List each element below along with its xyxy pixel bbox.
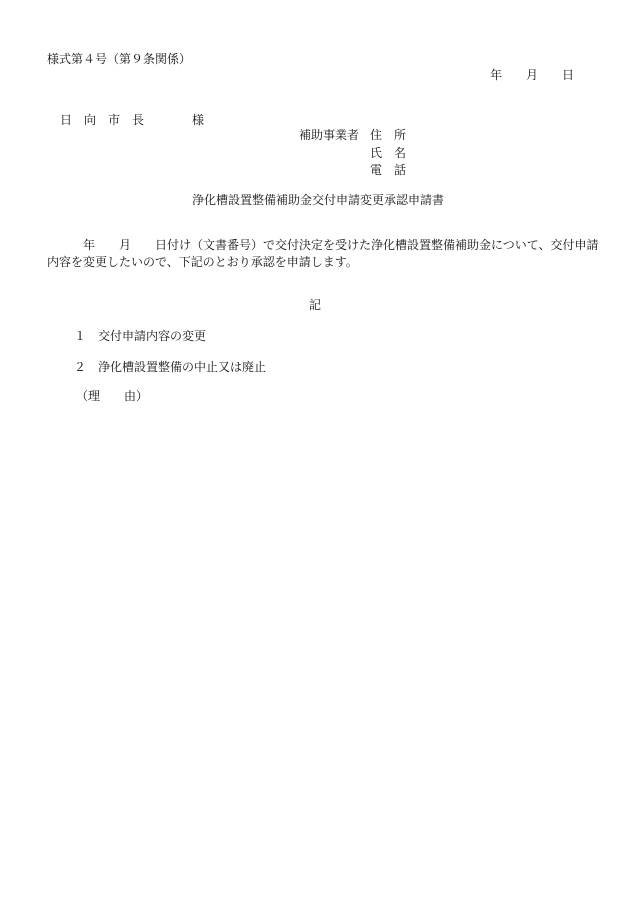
list-item: １ 交付申請内容の変更: [74, 329, 207, 343]
addressee: 日 向 市 長 様: [60, 113, 205, 127]
applicant-name-label: 氏 名: [370, 146, 407, 160]
body-text-line: 年 月 日付け（文書番号）で交付決定を受けた浄化槽設置整備補助金について、交付申請: [47, 238, 599, 252]
applicant-label: 補助事業者: [299, 128, 360, 142]
ki-heading: 記: [309, 298, 322, 312]
applicant-phone-label: 電 話: [370, 163, 407, 177]
date-line: 年 月 日: [490, 68, 575, 82]
form-number: 様式第４号（第９条関係）: [47, 52, 192, 66]
reason-label: （理 由）: [76, 389, 149, 403]
list-item: ２ 浄化槽設置整備の中止又は廃止: [74, 360, 267, 374]
body-text-line: 内容を変更したいので、下記のとおり承認を申請します。: [47, 255, 358, 269]
applicant-address-label: 住 所: [370, 128, 407, 142]
document-title: 浄化槽設置整備補助金交付申請変更承認申請書: [192, 193, 445, 207]
